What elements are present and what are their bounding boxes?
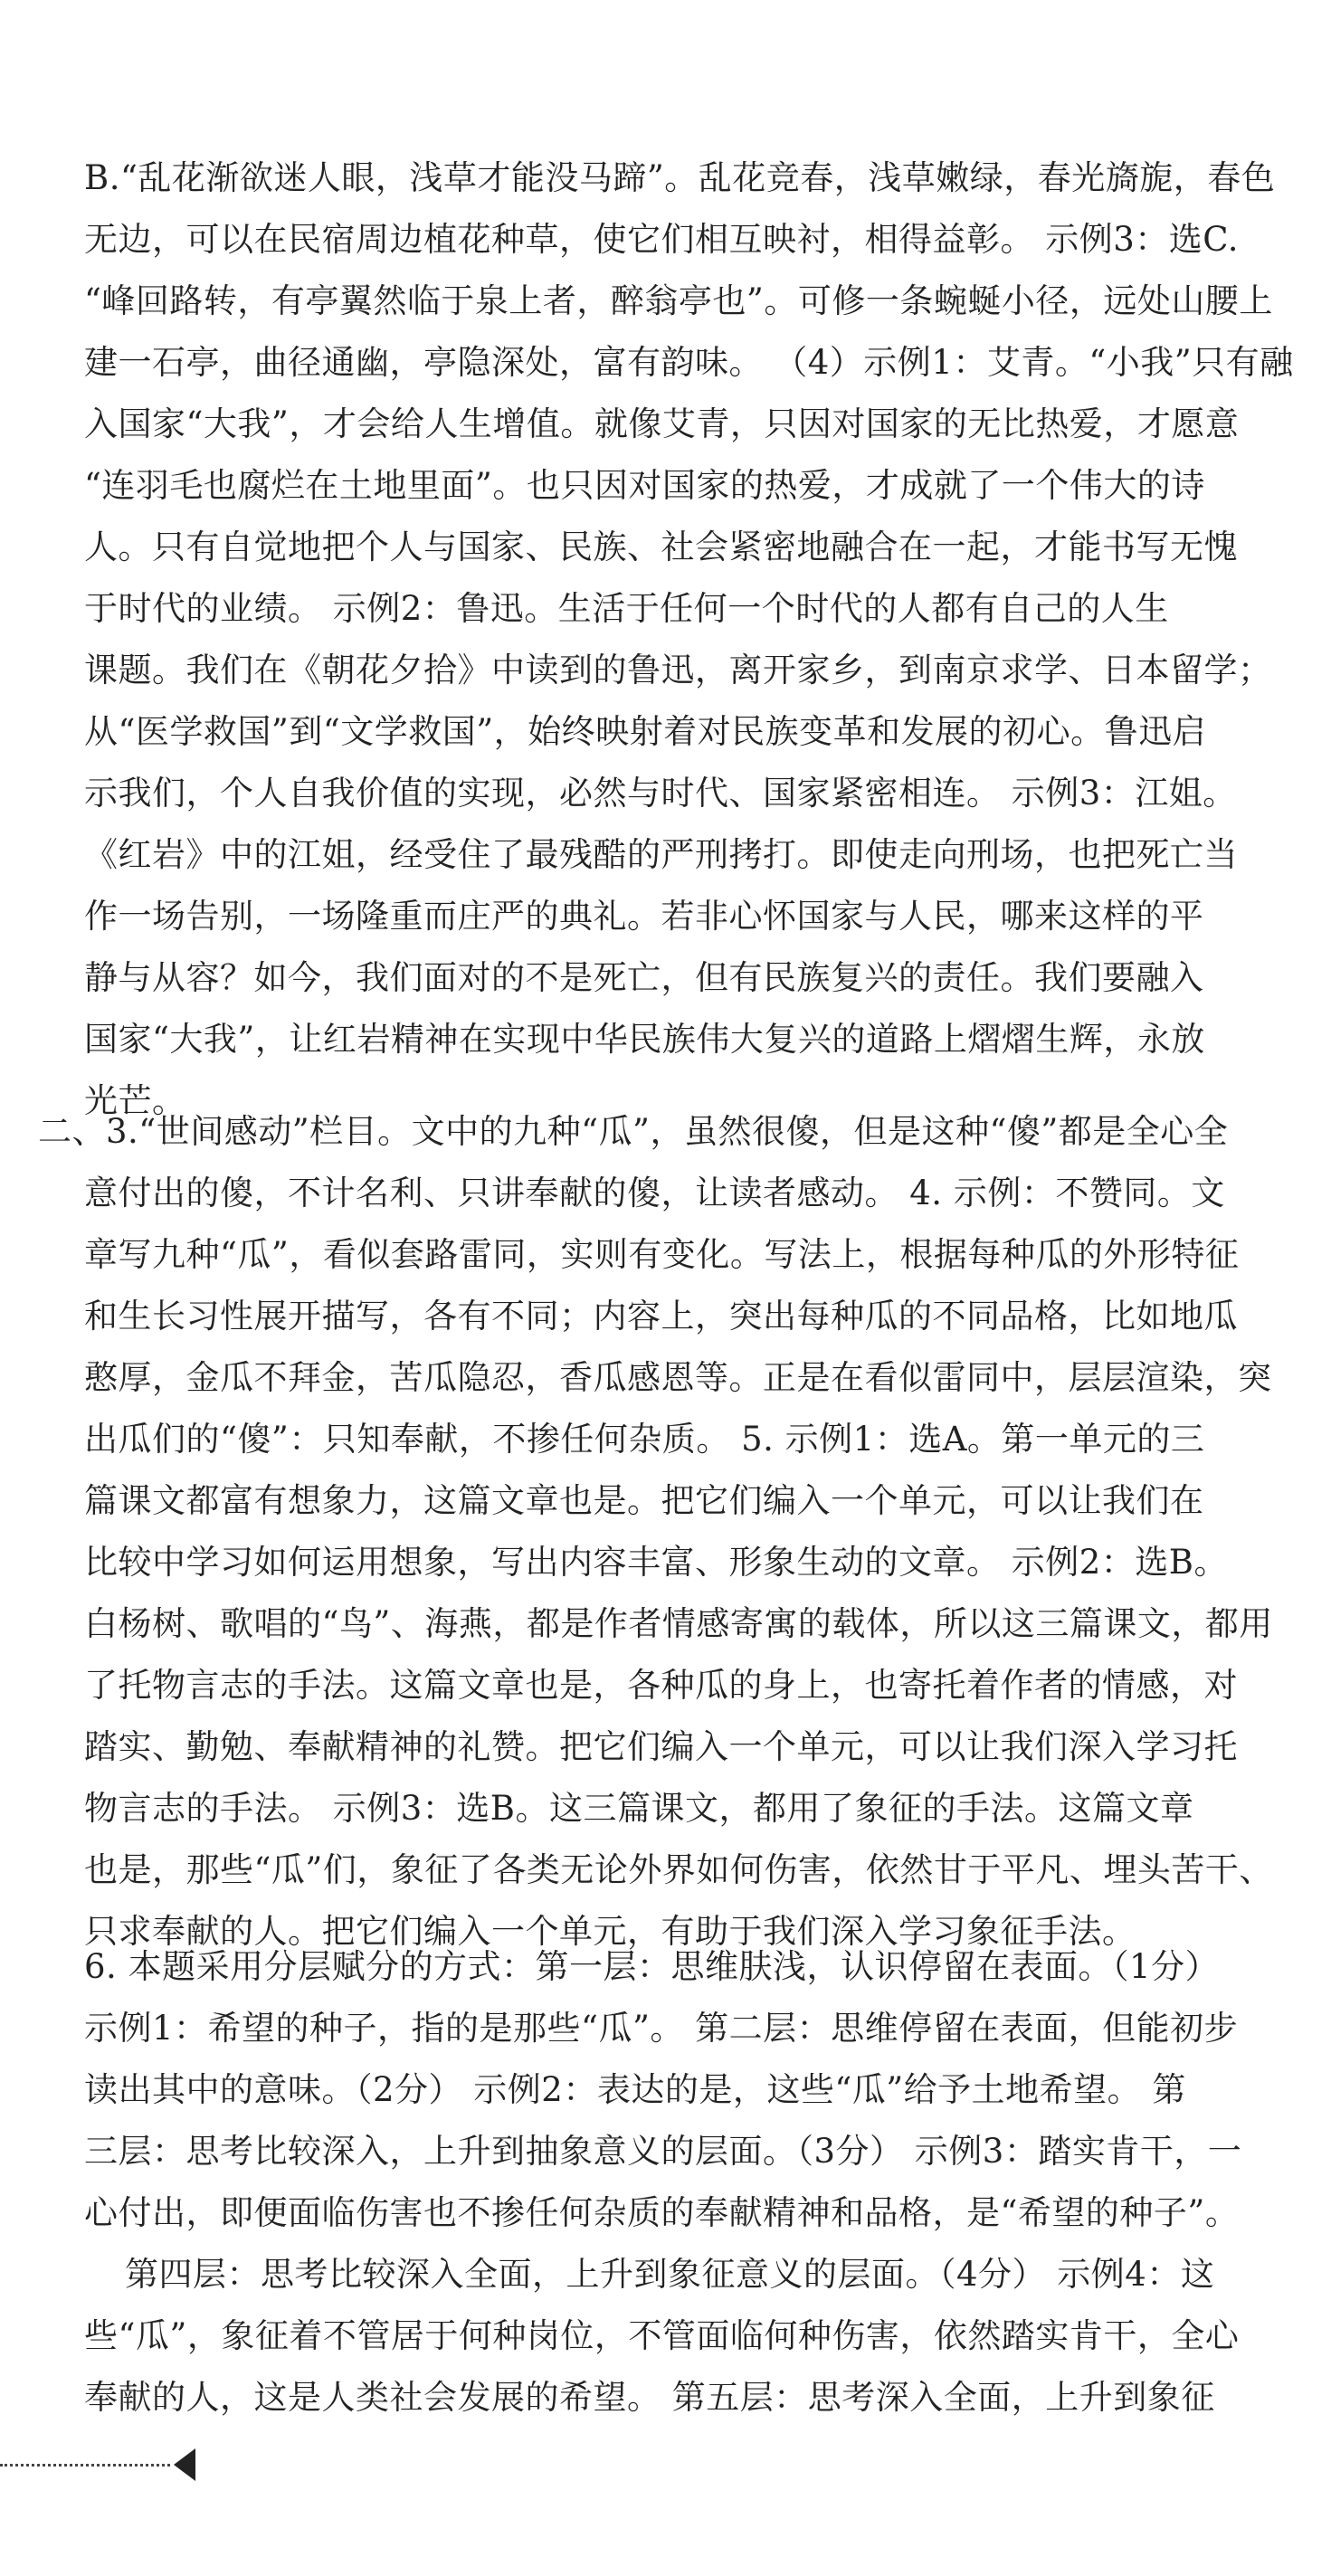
text-line: 也是，那些“瓜”们，象征了各类无论外界如何伤害，依然甘于平凡、埋头苦干、 (84, 1850, 1273, 1889)
text-line: 憨厚，金瓜不拜金，苦瓜隐忍，香瓜感恩等。正是在看似雷同中，层层渲染，突 (84, 1358, 1272, 1397)
text-line: 意付出的傻，不计名利、只讲奉献的傻，让读者感动。 4. 示例：不赞同。文 (84, 1174, 1225, 1212)
text-line: 于时代的业绩。 示例2：鲁迅。生活于任何一个时代的人都有自己的人生 (84, 589, 1169, 628)
text-line: 只求奉献的人。把它们编入一个单元，有助于我们深入学习象征手法。 (84, 1912, 1136, 1951)
text-line: “连羽毛也腐烂在土地里面”。也只因对国家的热爱，才成就了一个伟大的诗 (84, 466, 1205, 505)
text-line: 示我们，个人自我价值的实现，必然与时代、国家紧密相连。 示例3：江姐。 (84, 774, 1237, 813)
text-line: 心付出，即便面临伤害也不掺任何杂质的奉献精神和品格，是“希望的种子”。 (84, 2193, 1240, 2232)
text-line: 人。只有自觉地把个人与国家、民族、社会紧密地融合在一起，才能书写无愧 (84, 528, 1238, 566)
text-line: 些“瓜”，象征着不管居于何种岗位，不管面临何种伤害，依然踏实肯干，全心 (84, 2316, 1240, 2355)
text-line: B.“乱花渐欲迷人眼，浅草才能没马蹄”。乱花竞春，浅草嫩绿，春光旖旎，春色 (84, 158, 1276, 197)
text-line: 光芒。 (84, 1081, 186, 1120)
text-line: 课题。我们在《朝花夕拾》中读到的鲁迅，离开家乡，到南京求学、日本留学； (84, 651, 1272, 689)
text-line: 比较中学习如何运用想象，写出内容丰富、形象生动的文章。 示例2：选B。 (84, 1543, 1228, 1582)
text-line: 无边，可以在民宿周边植花种草，使它们相互映衬，相得益彰。 示例3：选C. (84, 220, 1240, 259)
text-line: 国家“大我”，让红岩精神在实现中华民族伟大复兴的道路上熠熠生辉，永放 (84, 1020, 1205, 1059)
text-line: “峰回路转，有亭翼然临于泉上者，醉翁亭也”。可修一条蜿蜒小径，远处山腰上 (84, 281, 1273, 320)
text-line: 作一场告别，一场隆重而庄严的典礼。若非心怀国家与人民，哪来这样的平 (84, 897, 1204, 936)
text-line: 读出其中的意味。（2分） 示例2：表达的是，这些“瓜”给予土地希望。 第 (84, 2070, 1186, 2109)
section-heading-line: 二、3.“世间感动”栏目。文中的九种“瓜”，虽然很傻，但是这种“傻”都是全心全 (38, 1112, 1229, 1151)
text-line: 《红岩》中的江姐，经受住了最残酷的严刑拷打。即使走向刑场，也把死亡当 (84, 835, 1238, 874)
text-line: 6. 本题采用分层赋分的方式：第一层：思维肤浅，认识停留在表面。（1分） (84, 1947, 1220, 1986)
footer-dotted-rule (0, 2464, 170, 2467)
text-line: 三层：思考比较深入，上升到抽象意义的层面。（3分） 示例3：踏实肯干，一 (84, 2132, 1242, 2171)
text-line: 物言志的手法。 示例3：选B。这三篇课文，都用了象征的手法。这篇文章 (84, 1789, 1194, 1828)
text-line: 示例1：希望的种子，指的是那些“瓜”。 第二层：思维停留在表面，但能初步 (84, 2009, 1239, 2048)
text-line: 从“医学救国”到“文学救国”，始终映射着对民族变革和发展的初心。鲁迅启 (84, 712, 1207, 751)
text-line: 踏实、勤勉、奉献精神的礼赞。把它们编入一个单元，可以让我们深入学习托 (84, 1727, 1238, 1766)
text-line: 和生长习性展开描写，各有不同；内容上，突出每种瓜的不同品格，比如地瓜 (84, 1297, 1238, 1336)
text-line: 白杨树、歌唱的“鸟”、海燕，都是作者情感寄寓的载体，所以这三篇课文，都用 (84, 1604, 1273, 1643)
text-line: 建一石亭，曲径通幽，亭隐深处，富有韵味。 （4）示例1：艾青。“小我”只有融 (84, 343, 1294, 382)
text-line: 静与从容？如今，我们面对的不是死亡，但有民族复兴的责任。我们要融入 (84, 958, 1204, 997)
text-line: 篇课文都富有想象力，这篇文章也是。把它们编入一个单元，可以让我们在 (84, 1481, 1204, 1520)
text-line: 出瓜们的“傻”：只知奉献，不掺任何杂质。 5. 示例1：选A。第一单元的三 (84, 1420, 1205, 1459)
text-line: 入国家“大我”，才会给人生增值。就像艾青，只因对国家的无比热爱，才愿意 (84, 404, 1240, 443)
text-line: 奉献的人，这是人类社会发展的希望。 第五层：思考深入全面，上升到象征 (84, 2378, 1215, 2417)
text-line: 章写九种“瓜”，看似套路雷同，实则有变化。写法上，根据每种瓜的外形特征 (84, 1235, 1240, 1274)
left-triangle-icon (174, 2448, 195, 2481)
text-line: 第四层：思考比较深入全面，上升到象征意义的层面。（4分） 示例4：这 (125, 2255, 1215, 2294)
text-line: 了托物言志的手法。这篇文章也是，各种瓜的身上，也寄托着作者的情感，对 (84, 1666, 1238, 1705)
